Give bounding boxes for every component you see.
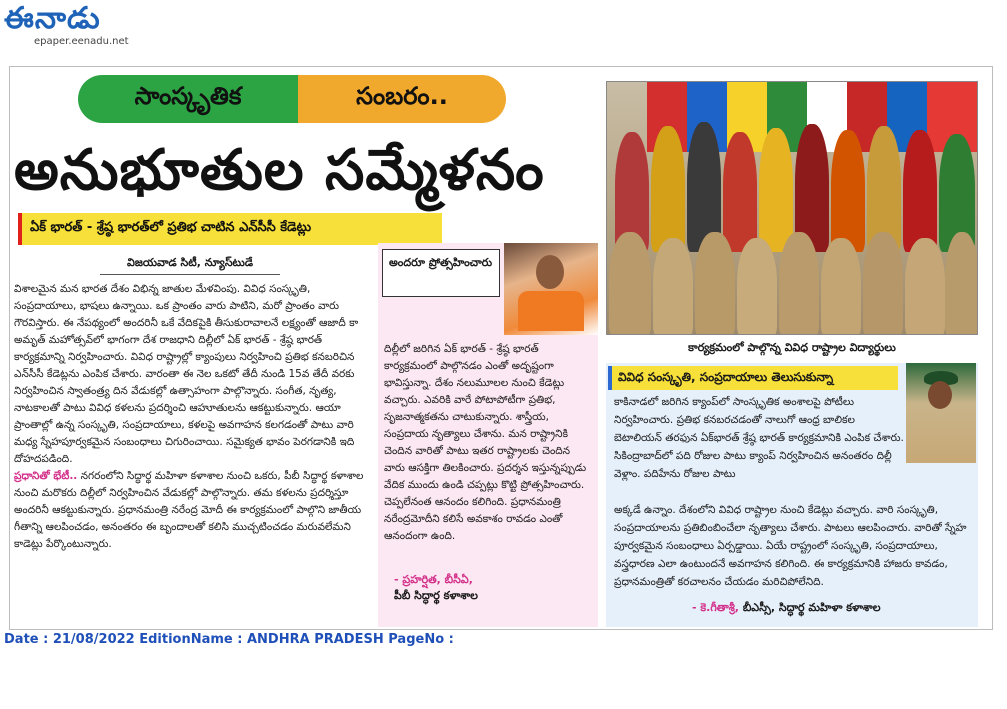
person-shape [945, 232, 978, 335]
person-shape [723, 132, 757, 252]
student-portrait-photo [504, 243, 598, 335]
person-shape [609, 232, 651, 335]
article-paragraph-1: విశాలమైన మన భారత దేశం విభిన్న జాతుల మేళవింపు. వివిధ సంస్కృతి, సంప్రదాయాలు, భాషలు ఉన్నాయి. ఒక ప్రాంతం వారు పాటిని, మరో ప్రాంతం వారు గౌరవిస్తారు. ఈ నేపథ్యంలో అందరినీ ఒకే వేదికపైకి తీసుకురావాలనే లక్ష్యంతో ఆజాదీ కా అమృత్ మహోత్సవ్‌లో భాగంగా దేశ రాజధాని దిల్లీలో ఏక్ భారత్ - శ్రేష్ఠ భారత్ కార్యక్రమాన్ని నిర్వహించారు. వివిధ రాష్ట్రాల్లో క్యాంపులు నిర్వహించి ప్రతిభ కనబరిచిన ఎన్‌సీసీ కేడెట్లను ఎంపిక చేశారు. వారంతా ఈ నెల ఒకటో తేదీ నుండి 15వ తేదీ వరకు నిర్వహించిన స్వాతంత్ర్య దిన వేడుకల్లో ఉత్సాహంగా పాల్గొన్నారు. సంగీత, నృత్య, నాటకాలతో పాటు వివిధ కళలను ప్రదర్శించి ఆహూతులను ఆకట్టుకున్నారు. ఆయా ప్రాంతాల్లో ఉన్న సంస్కృతి, సంప్రదాయాలు, కళలపై అవగాహన కలగడంతో పాటు వారి మధ్య స్నేహపూర్వకమైన సంబంధాలు చిగురించాయి. సమైక్యత భావం పెరగడానికి ఇది దోహదపడింది. [14, 283, 359, 465]
person-shape [905, 238, 945, 335]
paragraph-highlight: ప్రధానితో భేటీ.. [14, 470, 78, 482]
side-text-2: అక్కడే ఉన్నాం. దేశంలోని వివిధ రాష్ట్రాల నుంచి కేడెట్లు వచ్చారు. వారి సంస్కృతి, సంప్రదాయాలను ప్రతిబింబించేలా నృత్యాలు చేశారు. పాటలు ఆలపించారు. వారితో స్నేహ పూర్వకమైన సంబంధాలు ఏర్పడ్డాయి. ఏయే రాష్ట్రంలో సంస్కృతి, సంప్రదాయాలు, వస్త్రధారణ ఎలా ఉంటుందనే అవగాహన కలిగింది. ఈ కార్యక్రమానికి హాజరు కావడం, ప్రధానమంత్రితో కరచాలనం చేయడం మరిచిపోలేనిది. [614, 504, 967, 588]
kicker-part-2: సంబరం.. [298, 75, 506, 123]
quote-signature [394, 573, 590, 605]
person-shape [651, 126, 685, 252]
side-college: బీఎస్సీ, సిద్ధార్థ మహిళా కళాశాల [742, 601, 881, 614]
dateline: విజయవాడ సిటీ, న్యూస్‌టుడే [100, 253, 280, 275]
cropped-top-strip [520, 40, 940, 52]
person-shape [653, 238, 693, 335]
photo-caption: కార్యక్రమంలో పాల్గొన్న వివిధ రాష్ట్రాల విద్యార్థులు [688, 341, 896, 354]
news-clipping [9, 66, 993, 630]
quote-author: - ప్రహర్షిత, బీసీఏ, [394, 573, 473, 586]
group-photo [606, 81, 978, 335]
person-shape [903, 130, 937, 252]
person-shape [779, 232, 819, 335]
person-shape [759, 128, 793, 252]
person-shape [863, 232, 903, 335]
eenadu-logo[interactable]: ఈనాడు [4, 1, 101, 36]
paragraph-2-text: నగరంలోని సిద్ధార్థ మహిళా కళాశాల నుంచి ఒకరు, పీబీ సిద్ధార్థ కళాశాల నుంచి మరొకరు దిల్లీలో నిర్వహించిన వేడుకల్లో పాల్గొన్నారు. తమ కళలను ప్రదర్శిస్తూ అందరినీ ఆకట్టుకున్నారు. ప్రధానమంత్రి నరేంద్ర మోదీ ఈ కార్యక్రమంలో పాల్గొని జాతీయ గీతాన్ని ఆలపించడం, అనంతరం ఈ బృందాలతో కలిసి ముచ్చటించడం మరువలేమని కాడెట్లు పేర్కొంటున్నారు. [14, 470, 364, 550]
portrait-face [536, 255, 564, 289]
masthead [4, 2, 134, 54]
quote-box-prahrshitha [378, 243, 598, 627]
cadet-face [928, 381, 952, 409]
portrait-scarf [518, 291, 584, 331]
kicker-banner [78, 75, 506, 123]
article-body [14, 281, 370, 627]
side-box-geethasri [606, 363, 978, 627]
side-signature [692, 601, 972, 617]
person-shape [695, 232, 735, 335]
person-shape [831, 130, 865, 252]
quote-title: అందరూ ప్రోత్సహించారు [382, 249, 500, 297]
epaper-site-label: epaper.eenadu.net [34, 36, 129, 47]
edition-footer: Date : 21/08/2022 EditionName : ANDHRA PRADESH PageNo : [4, 632, 454, 647]
person-shape [821, 238, 861, 335]
side-author: - కె.గీతాశ్రీ, [692, 601, 739, 614]
kicker-part-1: సాంస్కృతిక [78, 75, 298, 123]
main-headline: అనుభూతుల సమ్మేళనం [14, 137, 545, 203]
quote-college: పీబీ సిద్ధార్థ కళాశాల [394, 589, 478, 602]
quote-text: దిల్లీలో జరిగిన ఏక్ భారత్ - శ్రేష్ఠ భారత్ కార్యక్రమంలో పాల్గొనడం ఎంతో అదృష్టంగా భావిస్తున్నా. దేశం నలుమూలల నుంచి కేడెట్లు వచ్చారు. ఎవరికి వారే పోటాపోటీగా ప్రతిభ, సృజనాత్మకతను చాటుకున్నారు. శాస్త్రీయ, సంప్రదాయ నృత్యాలు చేశాను. మన రాష్ట్రానికి చెందిన వారితో పాటు ఇతర రాష్ట్రాలకు చెందిన వారు ఆసక్తిగా తిలకించారు. ప్రదర్శన ఇస్తున్నప్పుడు వేదిక ముందు ఉండి చప్పట్లు కొట్టి ప్రోత్సహించారు. చెప్పలేనంత ఆనందం కలిగింది. ప్రధానమంత్రి నరేంద్రమోదీని కలిసే అవకాశం రావడం ఎంతో ఆనందంగా ఉంది. [384, 343, 587, 542]
side-title: వివిధ సంస్కృతి, సంప్రదాయాలు తెలుసుకున్నా [608, 366, 898, 390]
side-text-1: కాకినాడలో జరిగిన క్యాంప్‌లో సాంస్కృతిక అంశాలపై పోటీలు నిర్వహించారు. ప్రతిభ కనబరచడంతో నాలుగో ఆంధ్ర బాలికల బెటాలియన్ తరఫున ఏక్‌భారత్ శ్రేష్ఠ భారత్ కార్యక్రమానికి ఎంపిక చేశారు. సికింద్రాబాద్‌లో పది రోజుల పాటు క్యాంప్ నిర్వహించిన అనంతరం దిల్లీ వెళ్లాం. పదిహేను రోజుల పాటు [614, 396, 904, 480]
article-paragraph-2 [14, 468, 370, 553]
cadet-portrait-photo [906, 363, 976, 463]
person-shape [737, 238, 777, 335]
sub-headline: ఏక్ భారత్ - శ్రేష్ఠ భారత్‌లో ప్రతిభ చాటిన ఎన్‌సీసీ కేడెట్లు [18, 213, 442, 245]
